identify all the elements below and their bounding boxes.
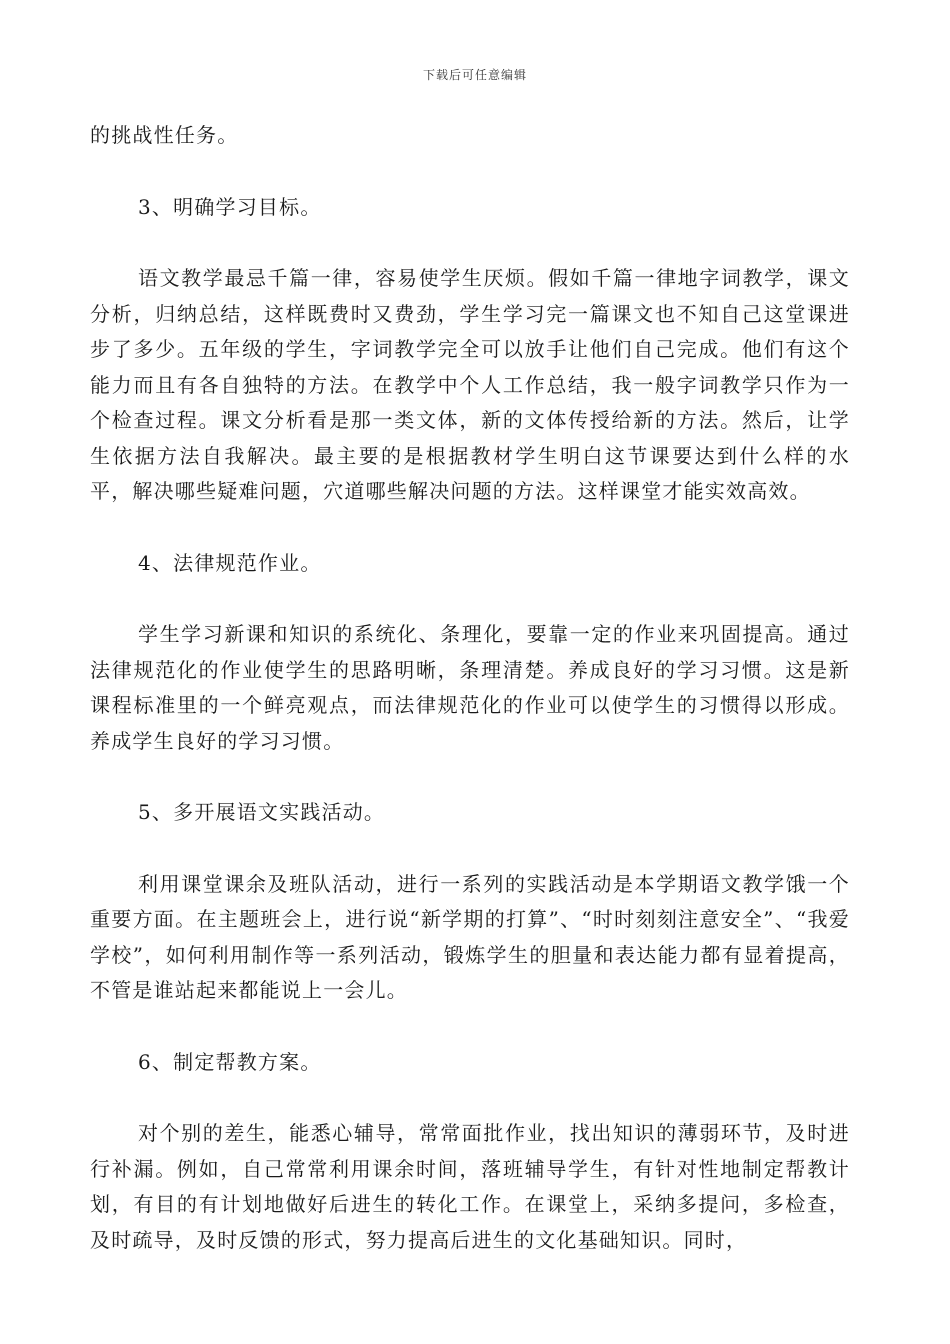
paragraph-tutoring-plan: 对个别的差生，能悉心辅导，常常面批作业，找出知识的薄弱环节，及时进行补漏。例如，自己常常利用课余时间，落班辅导学生，有针对性地制定帮教计划，有目的有计划地做好后进生的转化工作。在课堂上，采纳多提问，多检查，及时疏导，及时反馈的形式，努力提高后进生的文化基础知识。同时， xyxy=(90,1121,850,1252)
page-header: 下载后可任意编辑 xyxy=(422,68,527,82)
document-body xyxy=(90,118,850,1258)
paragraph-practice-activities: 利用课堂课余及班队活动，进行一系列的实践活动是本学期语文教学饿一个重要方面。在主题班会上，进行说“新学期的打算”、“时时刻刻注意安全”、“我爱学校”，如何利用制作等一系列活动，锻炼学生的胆量和表达能力都有显着提高，不管是谁站起来都能说上一会儿。 xyxy=(90,871,850,1002)
paragraph-continuation: 的挑战性任务。 xyxy=(90,123,239,147)
section-heading-5: 5、多开展语文实践活动。 xyxy=(138,800,386,824)
paragraph-learning-goals: 语文教学最忌千篇一律，容易使学生厌烦。假如千篇一律地字词教学，课文分析，归纳总结，这样既费时又费劲，学生学习完一篇课文也不知自己这堂课进步了多少。五年级的学生，字词教学完全可以放手让他们自己完成。他们有这个能力而且有各自独特的方法。在教学中个人工作总结，我一般字词教学只作为一个检查过程。课文分析看是那一类文体，新的文体传授给新的方法。然后，让学生依据方法自我解决。最主要的是根据教材学生明白这节课要达到什么样的水平，解决哪些疑难问题，穴道哪些解决问题的方法。这样课堂才能实效高效。 xyxy=(90,266,850,503)
paragraph-homework: 学生学习新课和知识的系统化、条理化，要靠一定的作业来巩固提高。通过法律规范化的作业使学生的思路明晰，条理清楚。养成良好的学习习惯。这是新课程标准里的一个鲜亮观点，而法律规范化的作业可以使学生的习惯得以形成。养成学生良好的学习习惯。 xyxy=(90,622,850,753)
section-heading-3: 3、明确学习目标。 xyxy=(138,194,322,219)
section-heading-6: 6、制定帮教方案。 xyxy=(138,1049,322,1074)
section-heading-4: 4、法律规范作业。 xyxy=(138,550,322,575)
